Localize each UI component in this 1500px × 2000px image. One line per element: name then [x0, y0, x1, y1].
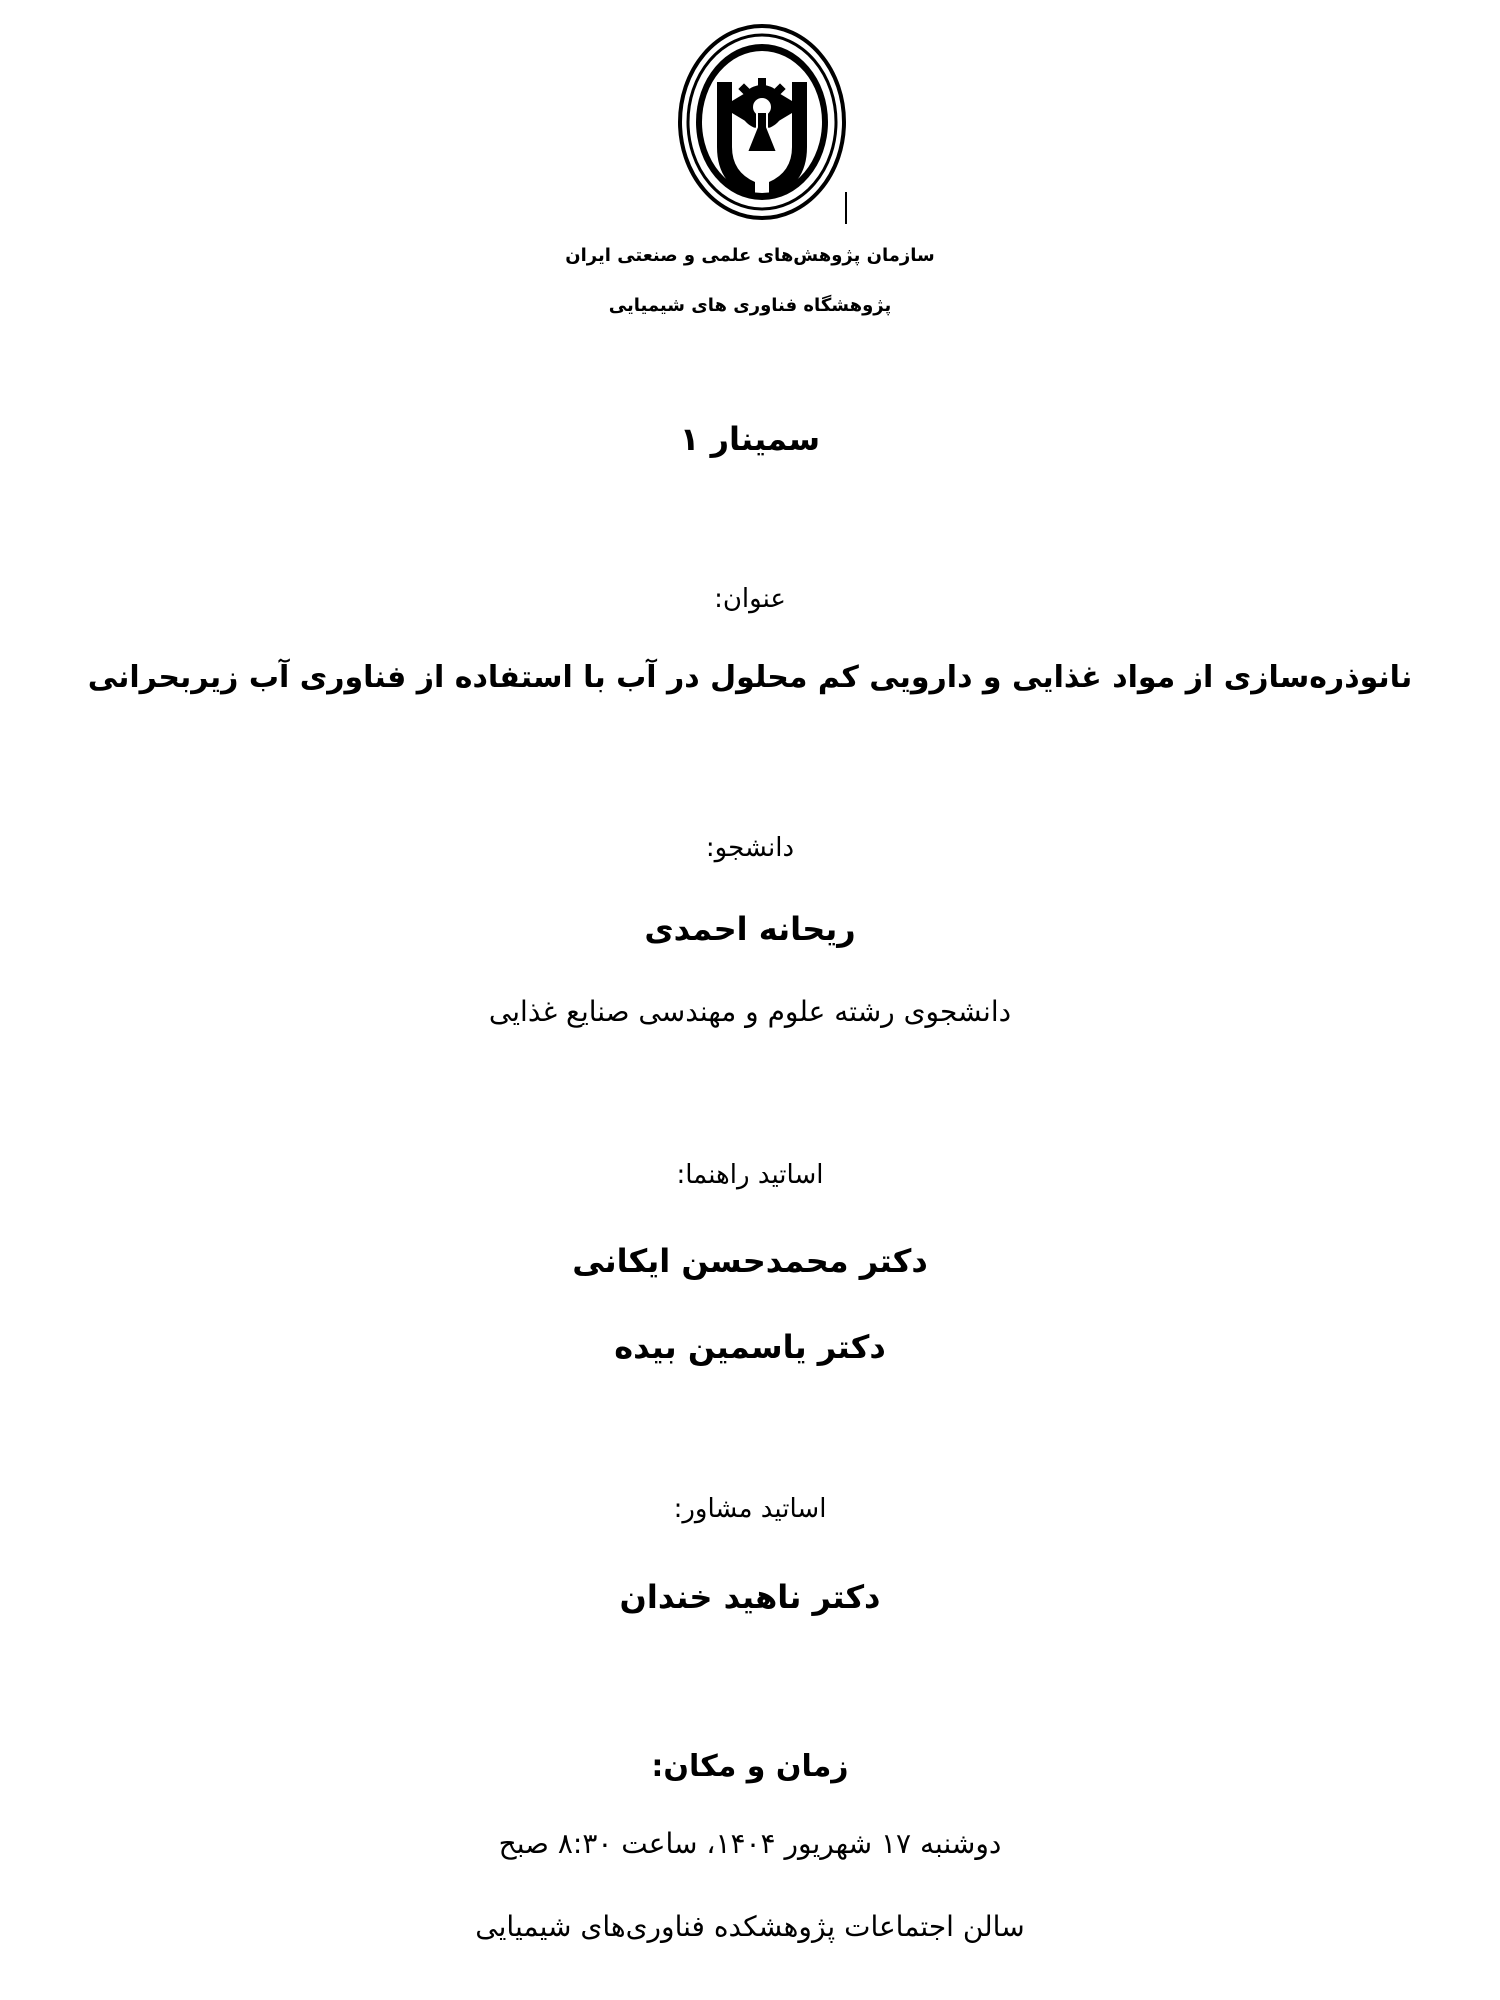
- advisor-name: دکتر ناهید خندان: [619, 1578, 881, 1616]
- supervisor-name: دکتر محمدحسن ایکانی: [572, 1242, 928, 1280]
- institute-name: پژوهشگاه فناوری های شیمیایی: [608, 295, 892, 316]
- text-cursor-mark: [845, 192, 847, 224]
- title-label: عنوان:: [714, 584, 786, 614]
- supervisor-name: دکتر یاسمین بیده: [614, 1328, 886, 1366]
- seminar-location: سالن اجتماعات پژوهشکده فناوری‌های شیمیایی: [475, 1910, 1025, 1943]
- seminar-title: نانوذره‌سازی از مواد غذایی و دارویی کم محلول در آب با استفاده از فناوری آب زیربحرانی: [87, 660, 1413, 695]
- time-place-label: زمان و مکان:: [651, 1749, 849, 1784]
- institute-logo: [677, 22, 847, 222]
- seminar-datetime: دوشنبه ۱۷ شهریور ۱۴۰۴، ساعت ۸:۳۰ صبح: [498, 1827, 1002, 1860]
- advisors-label: اساتید مشاور:: [673, 1494, 827, 1524]
- supervisors-label: اساتید راهنما:: [676, 1160, 824, 1190]
- organization-name: سازمان پژوهش‌های علمی و صنعتی ایران: [565, 245, 935, 266]
- student-label: دانشجو:: [705, 833, 795, 863]
- student-name: ریحانه احمدی: [644, 910, 856, 948]
- seminar-heading: سمینار ۱: [679, 420, 821, 458]
- student-description: دانشجوی رشته علوم و مهندسی صنایع غذایی: [488, 995, 1012, 1028]
